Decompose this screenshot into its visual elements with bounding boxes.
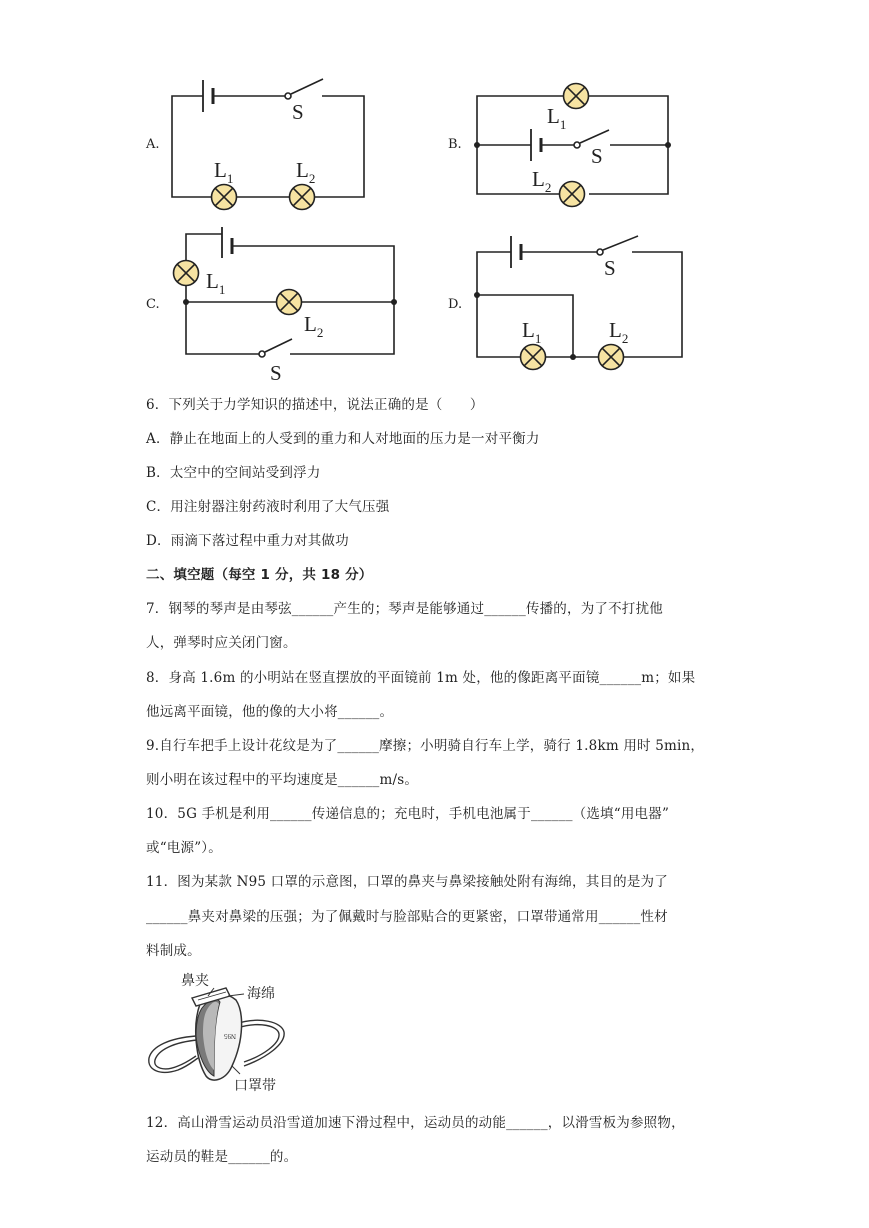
q11-line-2: ______鼻夹对鼻梁的压强；为了佩戴时与脸部贴合的更紧密，口罩带通常用______性材 [146, 909, 668, 925]
circuit-diagrams [0, 0, 869, 400]
mask-print: N95 [223, 1032, 236, 1040]
circuit-c-lamp-1-label: $L_1$ [206, 269, 226, 297]
circuit-d-lamp-1 [521, 345, 546, 370]
option-d-label: D. [448, 297, 463, 312]
option-c-label: C. [146, 297, 160, 312]
q7-line-1: 7．钢琴的琴声是由琴弦______产生的；琴声是能够通过______传播的，为了不打扰他 [146, 601, 663, 617]
q7-line-2: 人，弹琴时应关闭门窗。 [146, 635, 297, 651]
circuit-c-lamp-2-label: $L_2$ [304, 312, 324, 340]
q10-line-2: 或“电源”）。 [146, 840, 222, 856]
q6-option-c: C．用注射器注射药液时利用了大气压强 [146, 499, 390, 515]
q11-line-1: 11．图为某款 N95 口罩的示意图，口罩的鼻夹与鼻梁接触处附有海绵，其目的是为了 [146, 874, 668, 890]
q6-option-a: A．静止在地面上的人受到的重力和人对地面的压力是一对平衡力 [146, 431, 540, 447]
option-b-label: B. [448, 137, 462, 152]
circuit-a-lamp-1-label: $L_1$ [214, 158, 234, 186]
circuit-d-lamp-2 [599, 345, 624, 370]
q6-stem: 6．下列关于力学知识的描述中，说法正确的是（ ） [146, 397, 484, 413]
q8-line-2: 他远离平面镜，他的像的大小将______。 [146, 704, 394, 720]
q12-line-2: 运动员的鞋是______的。 [146, 1149, 298, 1165]
circuit-a-lamp-1 [212, 185, 237, 210]
circuit-a-lamp-2-label: $L_2$ [296, 158, 316, 186]
circuit-c-switch-label: S [270, 361, 282, 385]
circuit-b-switch-label: S [591, 144, 603, 168]
circuit-b [477, 96, 668, 194]
q6-option-d: D．雨滴下落过程中重力对其做功 [146, 533, 349, 549]
mask-strap-label: 口罩带 [234, 1078, 276, 1094]
mask-sponge-label: 海绵 [247, 986, 275, 1002]
circuit-d-lamp-2-label: $L_2$ [609, 318, 629, 346]
circuit-d-switch-label: S [604, 256, 616, 280]
option-a-label: A. [146, 137, 160, 152]
circuit-d-lamp-1-label: $L_1$ [522, 318, 542, 346]
circuit-b-lamp-1-label: $L_1$ [547, 104, 567, 132]
mask-nose-clip-label: 鼻夹 [181, 973, 209, 989]
q10-line-1: 10．5G 手机是利用______传递信息的；充电时，手机电池属于______（选填“用电器” [146, 806, 670, 822]
circuit-d [477, 236, 682, 357]
q6-option-b: B．太空中的空间站受到浮力 [146, 465, 321, 481]
circuit-b-lamp-1 [564, 84, 589, 109]
q9-line-1: 9.自行车把手上设计花纹是为了______摩擦；小明骑自行车上学，骑行 1.8km 用时 5min， [146, 738, 705, 754]
q12-line-1: 12．高山滑雪运动员沿雪道加速下滑过程中，运动员的动能______，以滑雪板为参照物， [146, 1115, 685, 1131]
circuit-c-lamp-2 [277, 290, 302, 315]
circuit-b-lamp-2-label: $L_2$ [532, 167, 552, 195]
section-heading: 二、填空题（每空 1 分，共 18 分） [146, 567, 373, 583]
q8-line-1: 8．身高 1.6m 的小明站在竖直摆放的平面镜前 1m 处，他的像距离平面镜______m；如果 [146, 670, 696, 686]
circuit-a [172, 79, 364, 197]
q9-line-2: 则小明在该过程中的平均速度是______m/s。 [146, 772, 419, 788]
n95-mask-figure [140, 966, 300, 1096]
circuit-b-lamp-2 [560, 182, 585, 207]
circuit-a-lamp-2 [290, 185, 315, 210]
q11-line-3: 料制成。 [146, 943, 201, 959]
circuit-a-switch-label: S [292, 100, 304, 124]
circuit-c-lamp-1 [174, 261, 199, 286]
